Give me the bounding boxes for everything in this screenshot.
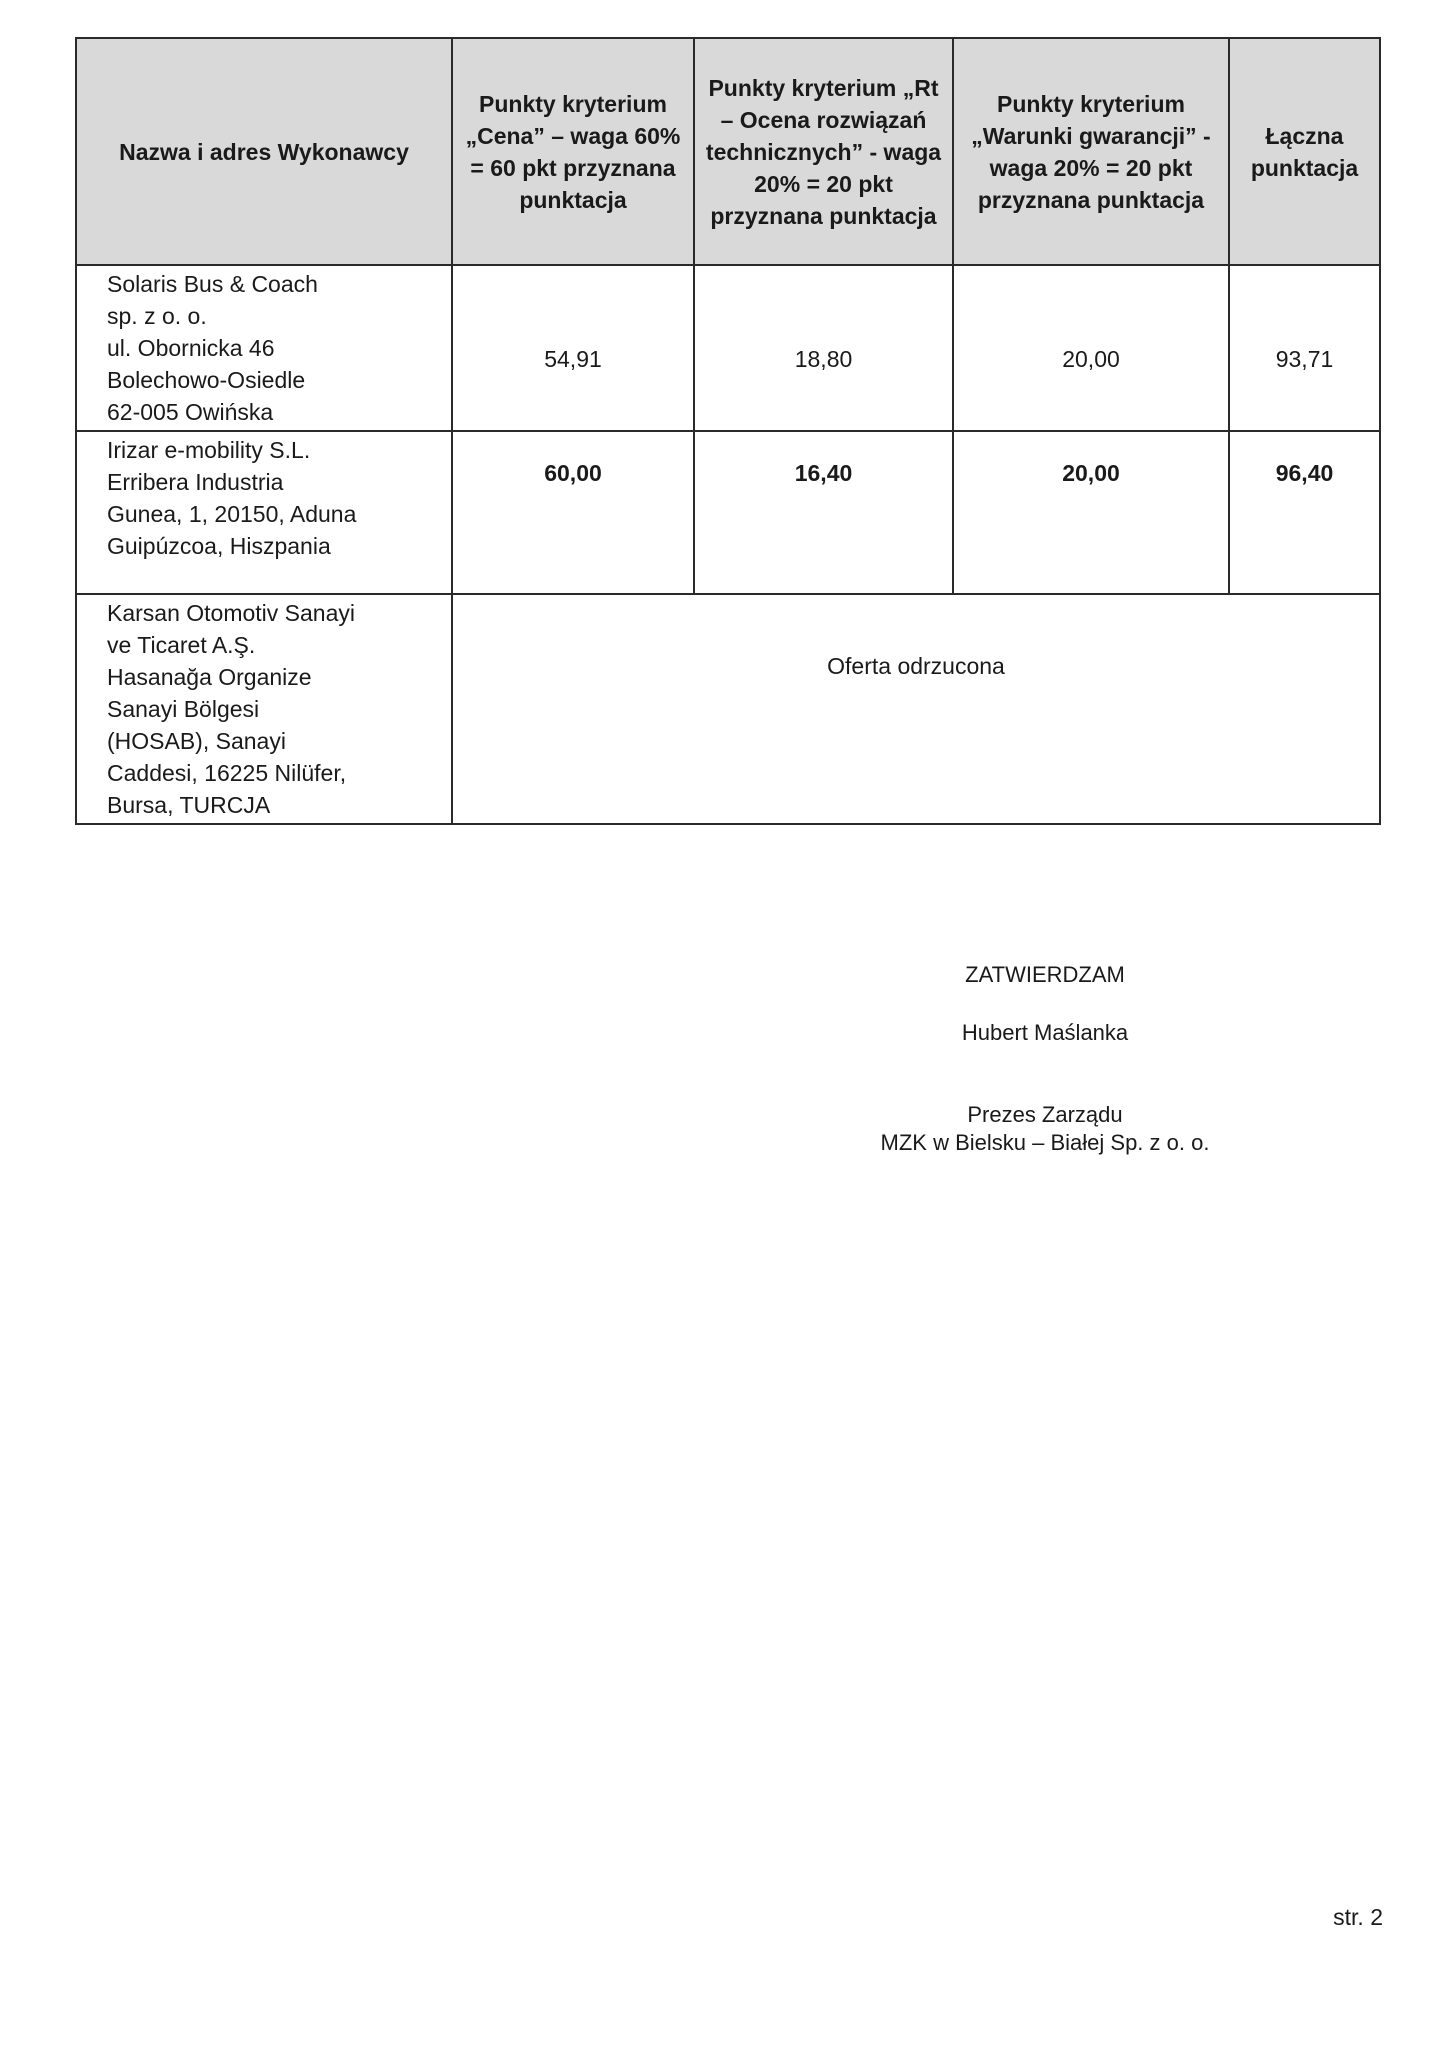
header-contractor: Nazwa i adres Wykonawcy: [76, 38, 452, 265]
warranty-score: 20,00: [953, 265, 1229, 431]
approver-position: Prezes Zarządu: [967, 1102, 1123, 1127]
table-row: [76, 594, 1380, 824]
offer-status: Oferta odrzucona: [452, 594, 1380, 824]
total-score: 93,71: [1229, 265, 1380, 431]
contractor-address: Solaris Bus & Coach sp. z o. o. ul. Obornicka 46 Bolechowo-Osiedle 62-005 Owińska: [76, 265, 452, 431]
header-warranty-criterion: Punkty kryterium „Warunki gwarancji” - waga 20% = 20 pkt przyznana punktacja: [953, 38, 1229, 265]
table-row: [76, 265, 1380, 431]
price-score: 60,00: [452, 431, 694, 594]
table-row: [76, 431, 1380, 594]
table-header-row: [76, 38, 1380, 265]
contractor-address: Karsan Otomotiv Sanayi ve Ticaret A.Ş. Hasanağa Organize Sanayi Bölgesi (HOSAB), Sanayi Caddesi, 16225 Nilüfer, Bursa, TURCJA: [76, 594, 452, 824]
technical-score: 18,80: [694, 265, 953, 431]
page-number: str. 2: [1333, 1904, 1383, 1930]
header-total: Łączna punktacja: [1229, 38, 1380, 265]
header-technical-criterion: Punkty kryterium „Rt – Ocena rozwiązań technicznych” - waga 20% = 20 pkt przyznana punktacja: [694, 38, 953, 265]
total-score: 96,40: [1229, 431, 1380, 594]
approver-company: MZK w Bielsku – Białej Sp. z o. o.: [880, 1130, 1210, 1155]
technical-score: 16,40: [694, 431, 953, 594]
contractor-address: Irizar e-mobility S.L. Erribera Industria Gunea, 1, 20150, Aduna Guipúzcoa, Hiszpania: [76, 431, 452, 594]
price-score: 54,91: [452, 265, 694, 431]
approval-label: ZATWIERDZAM: [965, 962, 1125, 987]
scoring-table: [75, 37, 1381, 825]
warranty-score: 20,00: [953, 431, 1229, 594]
header-price-criterion: Punkty kryterium „Cena” – waga 60% = 60 pkt przyznana punktacja: [452, 38, 694, 265]
approver-name: Hubert Maślanka: [961, 1020, 1129, 1045]
